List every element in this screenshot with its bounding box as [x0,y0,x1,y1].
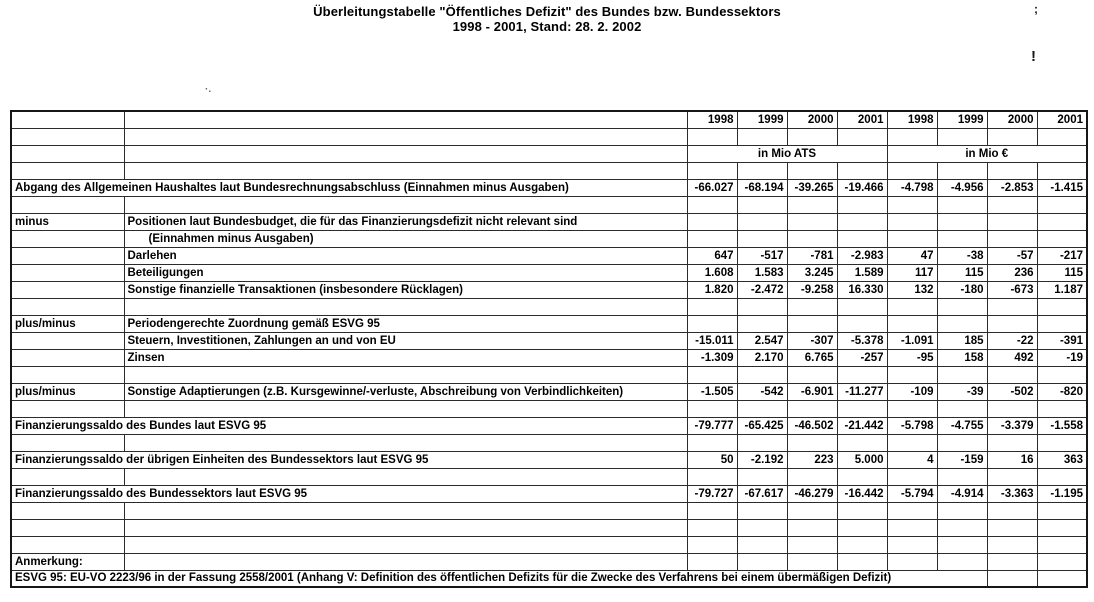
value-cell: -68.194 [737,179,787,196]
value-cell: -9.258 [787,281,837,298]
value-cell: -19 [1037,349,1087,366]
value-cell [1037,230,1087,247]
value-cell: 1.187 [1037,281,1087,298]
qualifier-cell [11,536,124,553]
value-cell: -1.195 [1037,485,1087,502]
qualifier-cell [11,162,124,179]
value-cell [937,536,987,553]
value-cell [887,400,937,417]
value-cell [787,519,837,536]
value-cell [737,213,787,230]
value-cell [987,298,1037,315]
table-row [11,111,1087,128]
value-cell [937,128,987,145]
value-cell [737,400,787,417]
value-cell: 236 [987,264,1037,281]
value-cell: -11.277 [837,383,887,400]
row-label-cell [124,196,687,213]
value-cell [837,298,887,315]
value-cell [987,434,1037,451]
qualifier-cell [11,349,124,366]
value-cell: 1.820 [687,281,737,298]
value-cell [1037,366,1087,383]
value-cell [887,162,937,179]
qualifier-cell: Anmerkung: [11,553,124,570]
qualifier-cell [11,247,124,264]
value-cell: -2.853 [987,179,1037,196]
table-row [11,485,1087,502]
row-label-cell [124,468,687,485]
value-cell [837,434,887,451]
value-cell [687,468,737,485]
spacer-row [11,502,1087,519]
spacer-row [11,196,1087,213]
value-cell: -5.798 [887,417,937,434]
value-cell [687,196,737,213]
footnote-cell: ESVG 95: EU-VO 2223/96 in der Fassung 2558/2001 (Anhang V: Definition des öffentlichen Defizits für die Zwecke des Verfahrens bei einem übermäßigen Defizit) [11,570,987,587]
row-label-cell: Positionen laut Bundesbudget, die für das Finanzierungsdefizit nicht relevant sind [124,213,687,230]
table-row [11,332,1087,349]
row-label-cell [124,519,687,536]
value-cell [737,366,787,383]
value-cell: -66.027 [687,179,737,196]
year-header-cell: 2000 [987,111,1037,128]
value-cell: -1.309 [687,349,737,366]
spacer-row [11,468,1087,485]
value-cell: -1.558 [1037,417,1087,434]
value-cell: -2.983 [837,247,887,264]
value-cell [1037,298,1087,315]
value-cell [887,536,937,553]
qualifier-cell [11,264,124,281]
value-cell: -1.091 [887,332,937,349]
spacer-row [11,128,1087,145]
value-cell [787,128,837,145]
qualifier-cell [11,196,124,213]
row-label-cell: Steuern, Investitionen, Zahlungen an und von EU [124,332,687,349]
qualifier-cell [11,281,124,298]
value-cell: 363 [1037,451,1087,468]
value-cell [937,366,987,383]
conversion-table [10,110,1088,588]
row-label-cell: Sonstige Adaptierungen (z.B. Kursgewinne/-verluste, Abschreibung von Verbindlichkeiten) [124,383,687,400]
row-label-cell [124,400,687,417]
value-cell: 158 [937,349,987,366]
qualifier-cell: plus/minus [11,315,124,332]
table-row [11,315,1087,332]
value-cell [987,570,1037,587]
value-cell [937,502,987,519]
year-header-cell: 2001 [1037,111,1087,128]
value-cell: -391 [1037,332,1087,349]
value-cell [937,468,987,485]
value-cell: -16.442 [837,485,887,502]
value-cell [837,315,887,332]
value-cell [737,536,787,553]
value-cell: -159 [937,451,987,468]
value-cell [837,400,887,417]
value-cell: 117 [887,264,937,281]
value-cell: -65.425 [737,417,787,434]
scan-artifact: ; [1034,2,1038,16]
value-cell [937,553,987,570]
year-header-cell: 2000 [787,111,837,128]
value-cell [887,434,937,451]
value-cell: -820 [1037,383,1087,400]
value-cell: -21.442 [837,417,887,434]
value-cell [937,213,987,230]
value-cell: 1.608 [687,264,737,281]
value-cell [987,196,1037,213]
value-cell: -542 [737,383,787,400]
value-cell [687,128,737,145]
table-row [11,417,1087,434]
value-cell: 2.547 [737,332,787,349]
value-cell [1037,162,1087,179]
spacer-row [11,400,1087,417]
year-header-cell: 1998 [687,111,737,128]
value-cell [1037,213,1087,230]
row-label-cell: Finanzierungssaldo der übrigen Einheiten des Bundessektors laut ESVG 95 [11,451,687,468]
value-cell [837,128,887,145]
value-cell [987,213,1037,230]
qualifier-cell [11,366,124,383]
value-cell: -5.794 [887,485,937,502]
value-cell: 4 [887,451,937,468]
value-cell [687,162,737,179]
value-cell [687,230,737,247]
value-cell [737,230,787,247]
value-cell [787,315,837,332]
row-label-cell: Finanzierungssaldo des Bundes laut ESVG 95 [11,417,687,434]
value-cell: -4.755 [937,417,987,434]
table-row [11,247,1087,264]
row-label-cell: Periodengerechte Zuordnung gemäß ESVG 95 [124,315,687,332]
value-cell: -57 [987,247,1037,264]
row-label-cell [124,366,687,383]
row-label-cell [124,298,687,315]
value-cell [937,196,987,213]
qualifier-cell [11,128,124,145]
value-cell: -2.192 [737,451,787,468]
value-cell [837,553,887,570]
value-cell: -4.798 [887,179,937,196]
value-cell: 115 [1037,264,1087,281]
value-cell [987,230,1037,247]
value-cell [737,434,787,451]
value-cell [1037,128,1087,145]
scan-artifact: ·. [205,84,212,95]
value-cell: -517 [737,247,787,264]
value-cell: 185 [937,332,987,349]
value-cell: 132 [887,281,937,298]
value-cell [737,162,787,179]
value-cell [687,519,737,536]
document-title [0,4,1094,34]
value-cell [787,298,837,315]
value-cell [787,536,837,553]
desc-cell [124,111,687,128]
value-cell [787,553,837,570]
value-cell [787,502,837,519]
table-row [11,179,1087,196]
value-cell [737,196,787,213]
qualifier-cell [11,332,124,349]
value-cell: 16.330 [837,281,887,298]
value-cell [837,536,887,553]
value-cell [987,468,1037,485]
col1-cell [11,145,124,162]
value-cell: 3.245 [787,264,837,281]
value-cell: -673 [987,281,1037,298]
row-label-cell [124,434,687,451]
value-cell [737,553,787,570]
value-cell [687,536,737,553]
value-cell [787,434,837,451]
value-cell: -67.617 [737,485,787,502]
table-row [11,230,1087,247]
value-cell: -1.505 [687,383,737,400]
unit-header-ats: in Mio ATS [687,145,887,162]
value-cell [1037,519,1087,536]
value-cell [737,519,787,536]
value-cell [987,536,1037,553]
value-cell: 47 [887,247,937,264]
table-row [11,349,1087,366]
spacer-row [11,519,1087,536]
value-cell: -46.502 [787,417,837,434]
qualifier-cell [11,298,124,315]
value-cell [837,213,887,230]
value-cell [837,230,887,247]
value-cell: -15.011 [687,332,737,349]
spacer-row [11,366,1087,383]
value-cell: -781 [787,247,837,264]
qualifier-cell [11,519,124,536]
value-cell: 115 [937,264,987,281]
value-cell [737,315,787,332]
value-cell [987,315,1037,332]
table-body [11,111,1087,587]
value-cell [887,366,937,383]
value-cell: -38 [937,247,987,264]
qualifier-cell [11,400,124,417]
value-cell [987,502,1037,519]
value-cell: -95 [887,349,937,366]
value-cell [1037,400,1087,417]
year-header-cell: 1999 [937,111,987,128]
value-cell [837,502,887,519]
value-cell: 6.765 [787,349,837,366]
value-cell [937,400,987,417]
value-cell [937,230,987,247]
value-cell [687,502,737,519]
value-cell [687,400,737,417]
qualifier-cell [11,230,124,247]
value-cell [887,230,937,247]
value-cell [1037,196,1087,213]
value-cell [987,162,1037,179]
value-cell: -4.914 [937,485,987,502]
row-label-cell: Abgang des Allgemeinen Haushaltes laut Bundesrechnungsabschluss (Einnahmen minus Ausgaben) [11,179,687,196]
value-cell: -1.415 [1037,179,1087,196]
value-cell [687,553,737,570]
table-row [11,264,1087,281]
value-cell: 223 [787,451,837,468]
value-cell [787,162,837,179]
value-cell: -217 [1037,247,1087,264]
value-cell [887,213,937,230]
value-cell: -109 [887,383,937,400]
value-cell [687,315,737,332]
value-cell: -4.956 [937,179,987,196]
value-cell [987,400,1037,417]
spacer-row [11,536,1087,553]
value-cell [737,128,787,145]
value-cell: -3.363 [987,485,1037,502]
value-cell [887,553,937,570]
value-cell [787,366,837,383]
value-cell [787,400,837,417]
row-label-cell: Beteiligungen [124,264,687,281]
value-cell [1037,434,1087,451]
value-cell [887,196,937,213]
value-cell: 5.000 [837,451,887,468]
value-cell [687,434,737,451]
value-cell [1037,570,1087,587]
value-cell [787,213,837,230]
value-cell [687,298,737,315]
value-cell [837,468,887,485]
row-label-cell [124,502,687,519]
value-cell [737,468,787,485]
table-row [11,570,1087,587]
value-cell [837,196,887,213]
value-cell [1037,536,1087,553]
value-cell [887,468,937,485]
table-row [11,213,1087,230]
value-cell [987,366,1037,383]
spacer-row [11,298,1087,315]
value-cell: -39.265 [787,179,837,196]
value-cell [837,519,887,536]
value-cell [737,502,787,519]
value-cell [937,162,987,179]
document-title-line2: 1998 - 2001, Stand: 28. 2. 2002 [452,19,642,34]
value-cell [787,230,837,247]
value-cell [887,128,937,145]
value-cell [937,315,987,332]
table-row [11,145,1087,162]
spacer-row [11,434,1087,451]
table-row [11,383,1087,400]
row-label-cell [124,162,687,179]
value-cell: -5.378 [837,332,887,349]
qualifier-cell: plus/minus [11,383,124,400]
value-cell: -79.777 [687,417,737,434]
year-header-cell: 2001 [837,111,887,128]
row-label-cell [124,536,687,553]
value-cell: -39 [937,383,987,400]
value-cell [987,519,1037,536]
value-cell [987,128,1037,145]
table-row [11,451,1087,468]
value-cell: -19.466 [837,179,887,196]
row-label-cell [124,128,687,145]
row-label-cell: Darlehen [124,247,687,264]
value-cell [887,315,937,332]
value-cell [887,519,937,536]
value-cell: -502 [987,383,1037,400]
value-cell [787,468,837,485]
year-header-cell: 1998 [887,111,937,128]
document-title-line1: Überleitungstabelle "Öffentliches Defizit" des Bundes bzw. Bundessektors [313,4,781,19]
value-cell [1037,315,1087,332]
row-label-cell [124,553,687,570]
row-label-cell: Zinsen [124,349,687,366]
qualifier-cell [11,434,124,451]
value-cell [687,366,737,383]
value-cell [687,213,737,230]
value-cell [937,298,987,315]
row-label-cell: Finanzierungssaldo des Bundessektors laut ESVG 95 [11,485,687,502]
value-cell: -2.472 [737,281,787,298]
value-cell: 647 [687,247,737,264]
unit-header-eur: in Mio € [887,145,1087,162]
value-cell [1037,553,1087,570]
year-header-cell: 1999 [737,111,787,128]
table-row [11,553,1087,570]
qualifier-cell [11,468,124,485]
row-label-cell: (Einnahmen minus Ausgaben) [124,230,687,247]
value-cell: -180 [937,281,987,298]
value-cell: 2.170 [737,349,787,366]
value-cell: -307 [787,332,837,349]
value-cell [737,298,787,315]
value-cell [787,196,837,213]
qualifier-cell [11,502,124,519]
value-cell [937,519,987,536]
value-cell: -6.901 [787,383,837,400]
value-cell [1037,502,1087,519]
value-cell [837,162,887,179]
value-cell: -257 [837,349,887,366]
value-cell: -3.379 [987,417,1037,434]
value-cell: 1.583 [737,264,787,281]
table-row [11,281,1087,298]
value-cell: 50 [687,451,737,468]
value-cell [837,366,887,383]
value-cell: -46.279 [787,485,837,502]
col1-cell [11,111,124,128]
row-label-cell: Sonstige finanzielle Transaktionen (insbesondere Rücklagen) [124,281,687,298]
value-cell: -79.727 [687,485,737,502]
qualifier-cell: minus [11,213,124,230]
value-cell: 492 [987,349,1037,366]
value-cell: 1.589 [837,264,887,281]
value-cell: 16 [987,451,1037,468]
value-cell: -22 [987,332,1037,349]
desc-cell [124,145,687,162]
value-cell [987,553,1037,570]
scan-artifact: ! [1031,48,1036,65]
value-cell [937,434,987,451]
value-cell [887,298,937,315]
value-cell [887,502,937,519]
value-cell [1037,468,1087,485]
spacer-row [11,162,1087,179]
